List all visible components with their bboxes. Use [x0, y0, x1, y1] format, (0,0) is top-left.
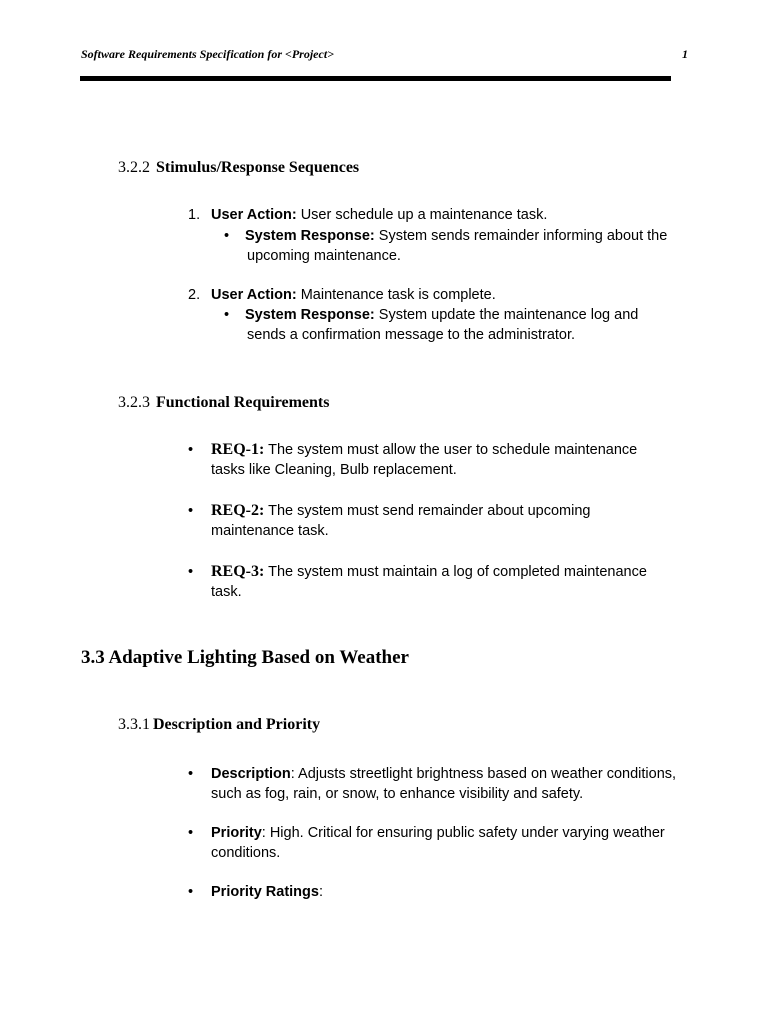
requirement-label: REQ-3:: [211, 563, 265, 580]
response-text-continued: upcoming maintenance.: [247, 248, 401, 264]
bullet-dot: •: [188, 825, 194, 841]
list-number: 1.: [188, 207, 201, 223]
requirement-item: [188, 562, 668, 602]
section-number: 3.2.3: [118, 394, 150, 411]
requirement-label: REQ-2:: [211, 502, 265, 519]
bullet-dot: •: [224, 228, 230, 244]
item-text: :: [318, 884, 323, 900]
bullet-dot: •: [188, 884, 194, 900]
list-number: 2.: [188, 287, 201, 303]
section-title: Stimulus/Response Sequences: [156, 159, 360, 176]
bullet-dot: •: [188, 442, 194, 458]
requirement-label: REQ-1:: [211, 441, 265, 458]
header-rule: [80, 76, 671, 81]
section-title: Description and Priority: [153, 716, 321, 733]
section-heading-3-2-2: [118, 159, 359, 177]
response-text: System update the maintenance log and: [374, 307, 639, 323]
requirement-item: [188, 440, 668, 480]
section-heading-3-3-1: [118, 716, 320, 734]
item-text: : Adjusts streetlight brightness based on weather conditions, such as fog, rain, or snow, to enhance visibility and safety.: [211, 766, 677, 802]
bullet-dot: •: [224, 307, 230, 323]
response-label: System Response:: [245, 307, 375, 323]
item-label: Description: [211, 766, 291, 782]
bullet-dot: •: [188, 766, 194, 782]
header-title: Software Requirements Specification for <Project>: [81, 47, 334, 61]
response-text-continued: sends a confirmation message to the administrator.: [247, 327, 576, 343]
sub-list-item: [226, 305, 696, 345]
action-label: User Action:: [211, 287, 297, 303]
item-text: : High. Critical for ensuring public safety under varying weather conditions.: [211, 825, 665, 861]
response-label: System Response:: [245, 228, 375, 244]
action-text: User schedule up a maintenance task.: [296, 207, 548, 223]
action-label: User Action:: [211, 207, 297, 223]
bullet-dot: •: [188, 503, 194, 519]
item-label: Priority: [211, 825, 262, 841]
page-number: 1: [682, 47, 688, 61]
section-number: 3.3.1: [118, 716, 150, 733]
section-heading-3-3: 3.3 Adaptive Lighting Based on Weather: [81, 647, 409, 668]
requirement-text: The system must maintain a log of completed maintenance task.: [211, 564, 647, 600]
section-title: Functional Requirements: [156, 394, 330, 411]
priority-item: [188, 823, 688, 863]
priority-ratings-item: [188, 882, 688, 902]
section-number: 3.2.2: [118, 159, 150, 176]
requirement-text: The system must allow the user to schedule maintenance tasks like Cleaning, Bulb replacement.: [211, 442, 638, 478]
response-text: System sends remainder informing about the: [374, 228, 668, 244]
description-item: [188, 764, 688, 804]
item-label: Priority Ratings: [211, 884, 319, 900]
section-heading-3-2-3: [118, 394, 329, 412]
sub-list-item: [226, 226, 696, 266]
requirement-text: The system must send remainder about upcoming maintenance task.: [211, 503, 591, 539]
action-text: Maintenance task is complete.: [296, 287, 496, 303]
bullet-dot: •: [188, 564, 194, 580]
requirement-item: [188, 501, 668, 541]
